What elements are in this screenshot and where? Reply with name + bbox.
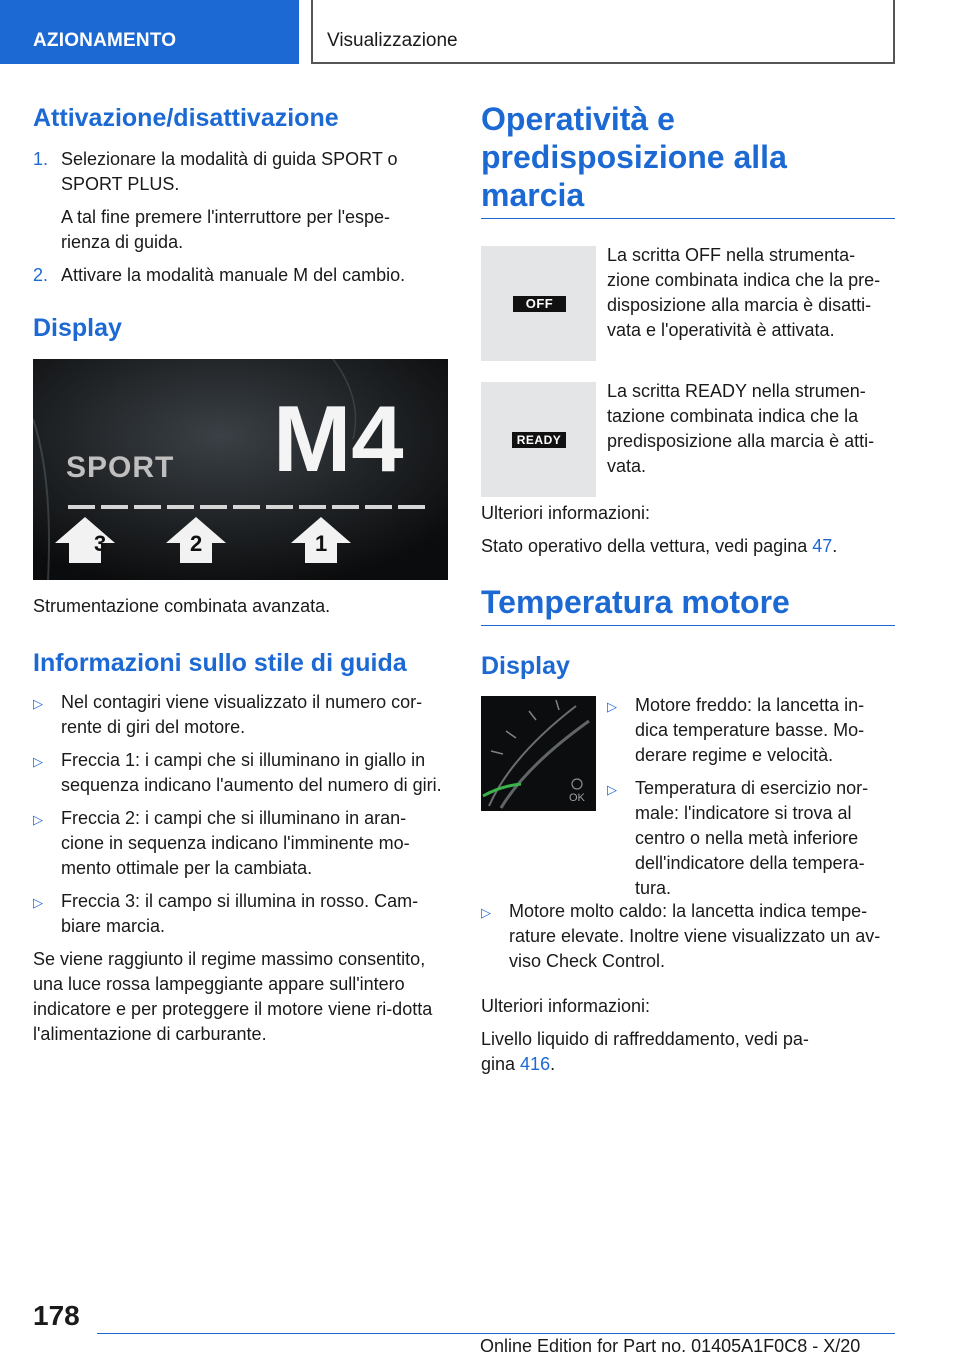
step-item xyxy=(33,205,448,255)
list-item xyxy=(607,693,897,768)
off-description: La scritta OFF nella strumenta-zione combinata indica che la pre-disposizione alla marcia è disatti-vata e l'operatività è attivata. xyxy=(607,245,881,340)
style-info-heading: Informazioni sullo stile di guida xyxy=(33,649,407,677)
step-text: Attivare la modalità manuale M del cambio. xyxy=(61,265,406,285)
cluster-image xyxy=(33,359,448,580)
arrow-label-2: 2 xyxy=(190,531,203,556)
list-item-text: Motore freddo: la lancetta in-dica temperature basse. Mo-derare regime e velocità. xyxy=(635,695,865,765)
engine-display-heading: Display xyxy=(481,652,570,680)
engine-more-label: Ulteriori informazioni: xyxy=(481,996,651,1016)
triangle-bullet-icon: ▷ xyxy=(607,782,617,797)
list-item xyxy=(607,776,897,901)
triangle-bullet-icon: ▷ xyxy=(33,895,43,910)
reference-dot: . xyxy=(550,1054,556,1074)
list-item xyxy=(33,690,448,740)
engine-temp-heading-block xyxy=(481,583,895,626)
list-item-text: Freccia 3: il campo si illumina in rosso. Cam-biare marcia. xyxy=(61,891,419,936)
reference-text: Stato operativo della vettura, vedi pagina xyxy=(481,536,808,556)
readiness-reference xyxy=(481,534,895,559)
list-item-text: Motore molto caldo: la lancetta indica tempe-rature elevate. Inoltre viene visualizzato un av-viso Check Control. xyxy=(509,901,881,971)
activation-steps xyxy=(33,147,448,288)
right-column xyxy=(481,100,895,1077)
step-text: A tal fine premere l'interruttore per l'espe-rienza di guida. xyxy=(61,207,391,252)
engine-reference xyxy=(481,1027,831,1077)
temp-gauge-row xyxy=(481,693,895,898)
off-badge: OFF xyxy=(513,296,566,312)
display-heading: Display xyxy=(33,314,122,342)
reference-dot: . xyxy=(832,536,838,556)
triangle-bullet-icon: ▷ xyxy=(33,754,43,769)
style-info-list xyxy=(33,690,448,939)
ready-row xyxy=(481,379,895,507)
temp-gauge-image xyxy=(481,696,596,811)
triangle-bullet-icon: ▷ xyxy=(481,905,491,920)
chapter-title: Visualizzazione xyxy=(327,30,458,51)
section-tab xyxy=(0,0,299,64)
page-number: 178 xyxy=(33,1300,80,1331)
triangle-bullet-icon: ▷ xyxy=(607,699,617,714)
list-item-text: Freccia 2: i campi che si illuminano in aran-cione in sequenza indicano l'imminente mo-mento ottimale per la cambiata. xyxy=(61,808,410,878)
gauge-ok-label: OK xyxy=(569,792,585,804)
step-item xyxy=(33,263,448,288)
temp-side-list xyxy=(607,693,897,901)
edition-note: Online Edition for Part no. 01405A1F0C8 - X/20 xyxy=(480,1336,861,1356)
page-link-47[interactable]: 47 xyxy=(812,536,833,556)
reference-text: Livello liquido di raffreddamento, vedi pa-gina xyxy=(481,1029,809,1074)
list-item xyxy=(33,748,448,798)
section-title: AZIONAMENTO xyxy=(33,30,177,51)
list-item-text: Freccia 1: i campi che si illuminano in giallo in sequenza indicano l'aumento del numero di giri. xyxy=(61,750,442,795)
left-column xyxy=(33,100,448,1047)
readiness-heading: Operatività e predisposizione alla marcia xyxy=(481,101,787,213)
chapter-tab xyxy=(311,0,895,64)
step-item xyxy=(33,147,448,197)
triangle-bullet-icon: ▷ xyxy=(33,696,43,711)
arrow-label-3: 3 xyxy=(94,531,107,556)
off-thumbnail xyxy=(481,246,596,361)
list-item-text: Nel contagiri viene visualizzato il numero cor-rente di giri del motore. xyxy=(61,692,423,737)
ready-description: La scritta READY nella strumen-tazione combinata indica che la predisposizione alla marcia è atti-vata. xyxy=(607,381,875,476)
page-link-416[interactable]: 416 xyxy=(520,1054,551,1074)
off-row xyxy=(481,243,895,371)
activation-heading: Attivazione/disattivazione xyxy=(33,104,339,132)
step-number: 2. xyxy=(33,265,49,285)
list-item xyxy=(481,899,895,974)
ready-badge: READY xyxy=(512,432,566,448)
readiness-more-label: Ulteriori informazioni: xyxy=(481,503,651,523)
list-item xyxy=(33,889,448,939)
style-info-paragraph: Se viene raggiunto il regime massimo consentito, una luce rossa lampeggiante appare sull'intero indicatore e per proteggere il motore viene ri-dotta l'alimentazione di carburante. xyxy=(33,949,433,1044)
sport-label: SPORT xyxy=(66,451,175,484)
step-number: 1. xyxy=(33,149,49,169)
step-text: Selezionare la modalità di guida SPORT o SPORT PLUS. xyxy=(61,149,398,194)
readiness-heading-block xyxy=(481,100,895,219)
engine-temp-heading: Temperatura motore xyxy=(481,584,790,620)
triangle-bullet-icon: ▷ xyxy=(33,812,43,827)
image-caption: Strumentazione combinata avanzata. xyxy=(33,596,331,616)
list-item xyxy=(33,806,448,881)
gear-indicator: M4 xyxy=(273,386,404,491)
arrow-label-1: 1 xyxy=(315,531,328,556)
footer-divider xyxy=(97,1333,895,1334)
list-item-text: Temperatura di esercizio nor-male: l'indicatore si trova al centro o nella metà inferiore dell'indicatore della tempera-tura. xyxy=(635,778,869,898)
ready-thumbnail xyxy=(481,382,596,497)
step-number xyxy=(33,205,61,255)
